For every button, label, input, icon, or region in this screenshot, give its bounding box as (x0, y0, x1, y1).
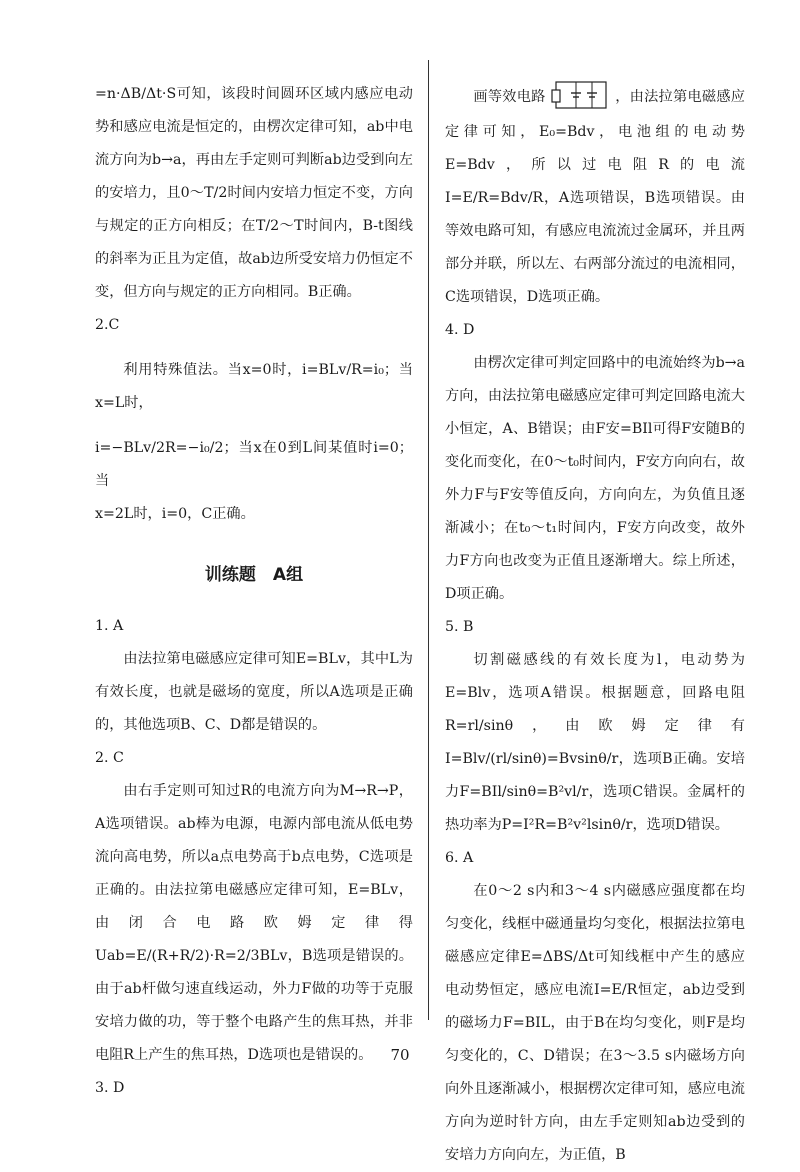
left-column (95, 78, 413, 1105)
paragraph (445, 78, 745, 314)
equivalent-circuit-icon (550, 78, 610, 116)
answer-label: 5. B (445, 619, 474, 635)
answer-label: 1. A (95, 618, 124, 634)
paragraph: 在0～2 s内和3～4 s内磁感应强度都在均匀变化，线框中磁通量均匀变化，根据法拉第电磁感应定律E=ΔBS/Δt可知线框中产生的感应电动势恒定，感应电流I=E/R恒定，ab边受到的磁场力F=BIL，由于B在均匀变化，则F是均匀变化的，C、D错误；在3～3.5 s内磁场方向向外且逐渐减小，根据楞次定律可知，感应电流方向为逆时针方向，由左手定则知ab边受到的安培力方向向左，为正值，B (445, 883, 745, 1163)
paragraph-start: 画等效电路 (473, 89, 546, 105)
paragraph: 利用特殊值法。当x=0时，i=BLv/R=i₀；当x=L时， (95, 362, 413, 411)
right-column (445, 78, 745, 1172)
answer-label: 2.C (95, 317, 120, 333)
column-divider (428, 60, 429, 1020)
paragraph: =n·ΔB/Δt·S可知，该段时间圆环区域内感应电动势和感应电流是恒定的，由楞次定律可知，ab中电流方向为b→a，再由左手定则可判断ab边受到向左的安培力，且0～T/2时间内安培力恒定不变，方向与规定的正方向相反；在T/2～T时间内，B-t图线的斜率为正且为定值，故ab边所受安培力仍恒定不变，但方向与规定的正方向相同。B正确。 (95, 86, 413, 300)
paragraph: i=−BLv/2R=−i₀/2；当x在0到L间某值时i=0；当 (95, 440, 413, 489)
paragraph: 由楞次定律可判定回路中的电流始终为b→a方向，由法拉第电磁感应定律可判定回路电流大小恒定，A、B错误；由F安=BIl可得F安随B的变化而变化，在0～t₀时间内，F安方向向右，故外力F与F安等值反向，方向向左，为负值且逐渐减小；在t₀～t₁时间内，F安方向改变，故外力F方向也改变为正值且逐渐增大。综上所述，D项正确。 (445, 355, 745, 602)
paragraph: 由法拉第电磁感应定律可知E=BLv，其中L为有效长度，也就是磁场的宽度，所以A选项是正确的，其他选项B、C、D都是错误的。 (95, 651, 413, 733)
paragraph-rest: ，由法拉第电磁感应定律可知，E₀=Bdv，电池组的电动势E=Bdv，所以过电阻R的电流I=E/R=Bdv/R，A选项错误，B选项错误。由等效电路可知，有感应电流流过金属环，并且两部分并联，所以左、右两部分流过的电流相同，C选项错误，D选项正确。 (445, 89, 745, 305)
answer-label: 2. C (95, 750, 124, 766)
paragraph: 由右手定则可知过R的电流方向为M→R→P，A选项错误。ab棒为电源，电源内部电流从低电势流向高电势，所以a点电势高于b点电势，C选项是正确的。由法拉第电磁感应定律可知，E=BLv，由闭合电路欧姆定律得 Uab=E/(R+R/2)·R=2/3BLv，B选项是错误的。由于ab杆做匀速直线运动，外力F做的功等于克服安培力做的功，等于整个电路产生的焦耳热，并非电阻R上产生的焦耳热，D选项也是错误的。 (95, 783, 413, 1063)
paragraph: 切割磁感线的有效长度为l，电动势为E=Blv，选项A错误。根据题意，回路电阻R=rl/sinθ，由欧姆定律有I=Blv/(rl/sinθ)=Bvsinθ/r，选项B正确。安培力F=BIl/sinθ=B²vl/r，选项C错误。金属杆的热功率为P=I²R=B²v²lsinθ/r，选项D错误。 (445, 652, 745, 833)
page-number: 70 (390, 1046, 410, 1064)
answer-label: 4. D (445, 322, 475, 338)
answer-label: 6. A (445, 850, 474, 866)
answer-label: 3. D (95, 1080, 125, 1096)
paragraph: x=2L时，i=0，C正确。 (95, 506, 255, 522)
section-heading: 训练题 A组 (204, 565, 304, 585)
